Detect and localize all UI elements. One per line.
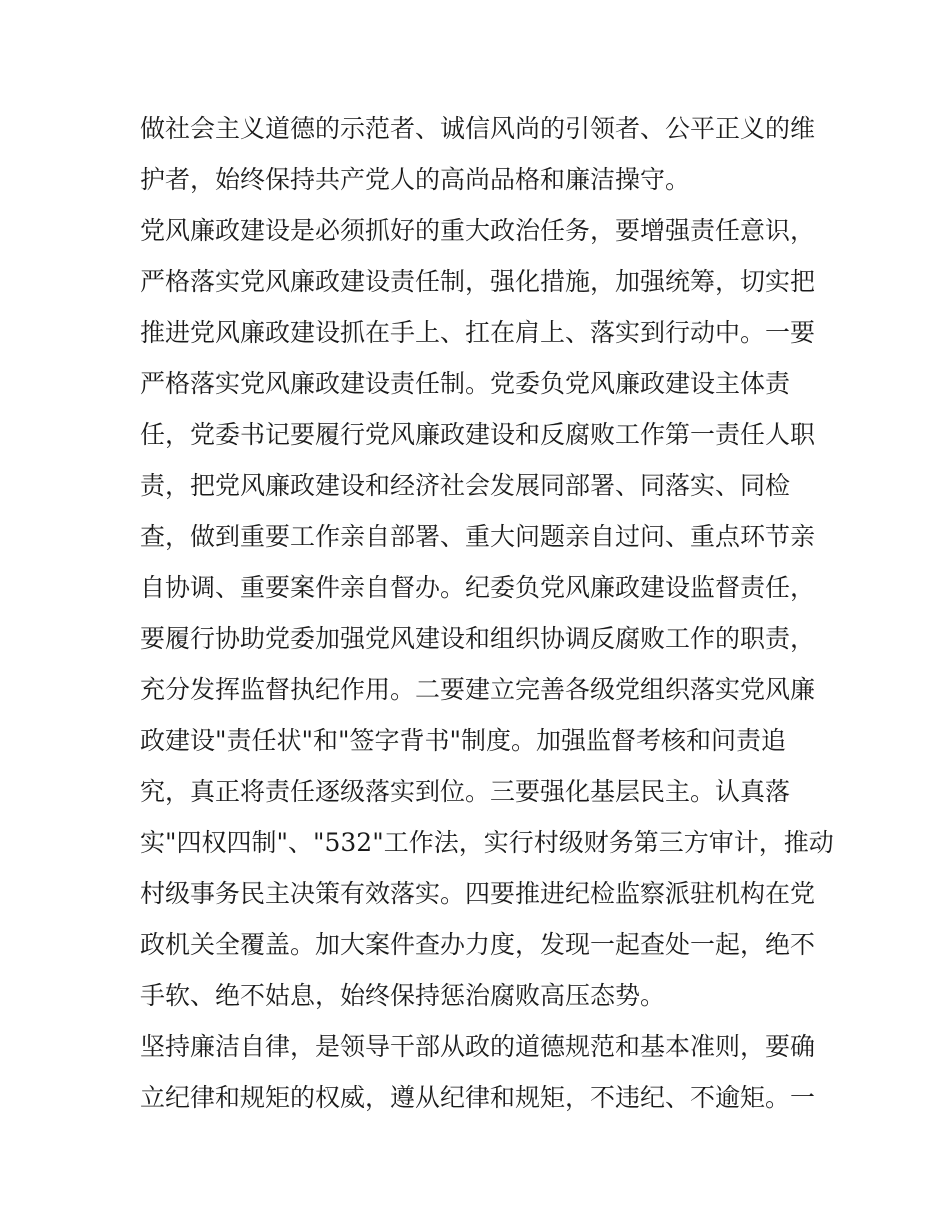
text-line: 究，真正将责任逐级落实到位。三要强化基层民主。认真落 [140, 777, 791, 806]
text-line: 查，做到重要工作亲自部署、重大问题亲自过问、重点环节亲 [140, 522, 816, 551]
text-line: 做社会主义道德的示范者、诚信风尚的引领者、公平正义的维 [140, 114, 816, 143]
text-line: 手软、绝不姑息，始终保持惩治腐败高压态势。 [140, 981, 666, 1010]
text-line: 政机关全覆盖。加大案件查办力度，发现一起查处一起，绝不 [140, 930, 816, 959]
text-line: 充分发挥监督执纪作用。二要建立完善各级党组织落实党风廉 [140, 675, 816, 704]
text-line: 严格落实党风廉政建设责任制。党委负党风廉政建设主体责 [140, 369, 791, 398]
text-line: 政建设"责任状"和"签字背书"制度。加强监督考核和问责追 [140, 726, 786, 755]
text-line: 立纪律和规矩的权威，遵从纪律和规矩，不违纪、不逾矩。一 [140, 1083, 816, 1112]
text-line: 要履行协助党委加强党风建设和组织协调反腐败工作的职责， [140, 624, 816, 653]
text-line: 推进党风廉政建设抓在手上、扛在肩上、落实到行动中。一要 [140, 318, 816, 347]
text-line: 责，把党风廉政建设和经济社会发展同部署、同落实、同检 [140, 471, 791, 500]
text-line: 自协调、重要案件亲自督办。纪委负党风廉政建设监督责任， [140, 573, 816, 602]
text-line: 坚持廉洁自律，是领导干部从政的道德规范和基本准则，要确 [140, 1032, 816, 1061]
document-body [140, 103, 834, 1123]
text-line: 党风廉政建设是必须抓好的重大政治任务，要增强责任意识， [140, 216, 816, 245]
text-line: 实"四权四制"、"532"工作法，实行村级财务第三方审计，推动 [140, 828, 834, 857]
text-line: 村级事务民主决策有效落实。四要推进纪检监察派驻机构在党 [140, 879, 816, 908]
text-line: 严格落实党风廉政建设责任制，强化措施，加强统筹，切实把 [140, 267, 816, 296]
text-line: 任，党委书记要履行党风廉政建设和反腐败工作第一责任人职 [140, 420, 816, 449]
text-line: 护者，始终保持共产党人的高尚品格和廉洁操守。 [140, 165, 691, 194]
